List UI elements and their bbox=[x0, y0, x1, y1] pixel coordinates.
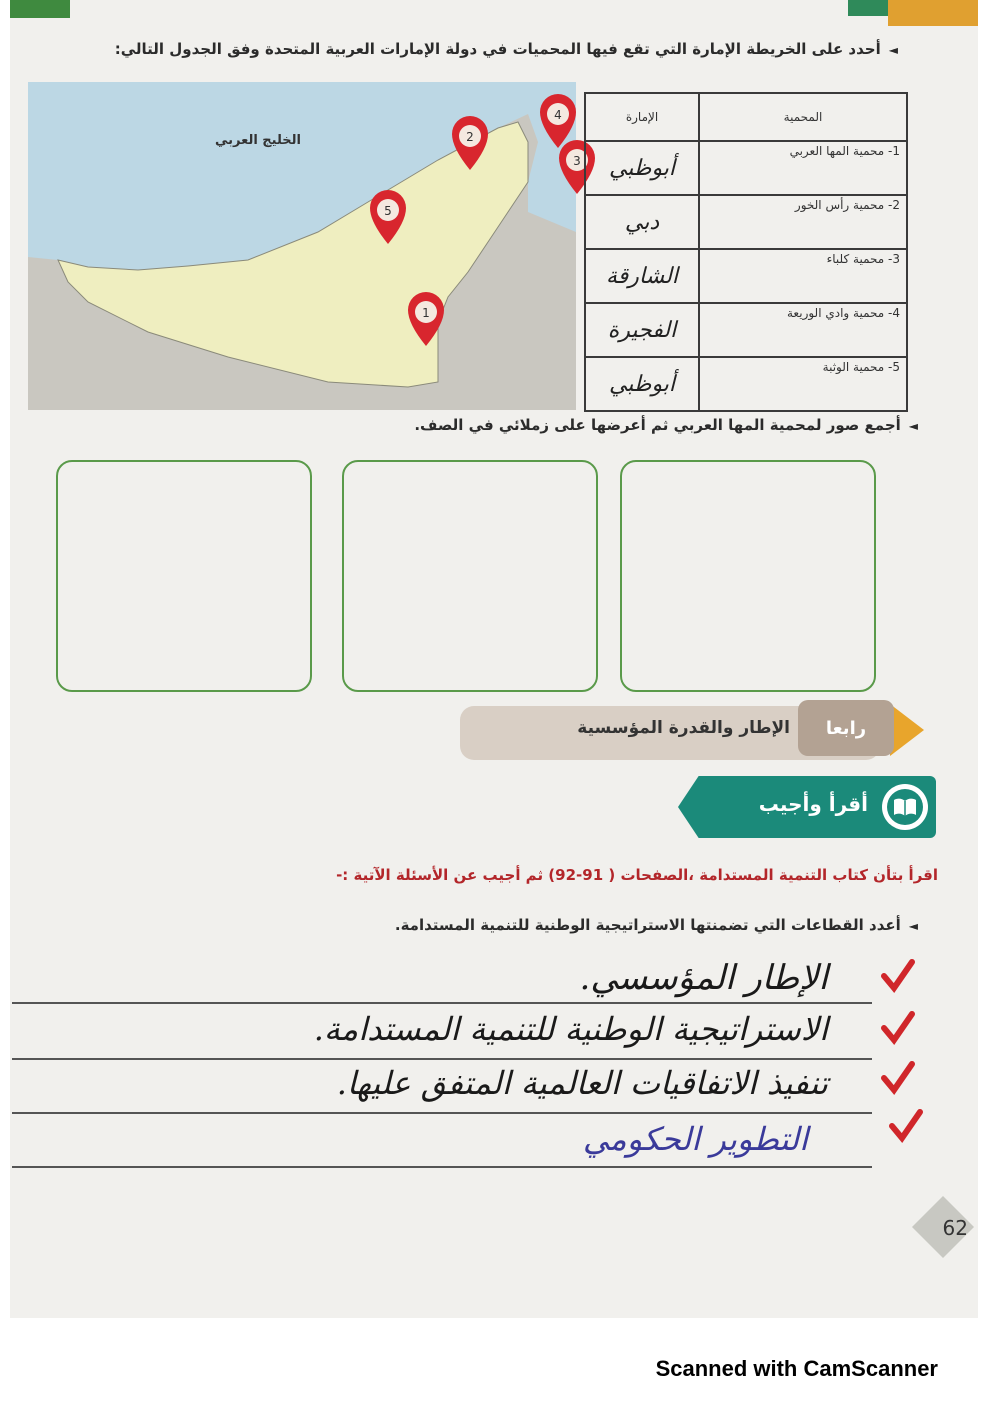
table-header-row bbox=[585, 93, 907, 141]
read-answer-label: أقرأ وأجيب bbox=[758, 792, 868, 816]
answer-1: الإطار المؤسسي. bbox=[579, 958, 828, 998]
check-icon bbox=[880, 1010, 916, 1046]
section-tag: رابعا bbox=[798, 700, 894, 756]
reading-instruction: اقرأ بتأن كتاب التنمية المستدامة ،الصفحات ( 91-92) ثم أجيب عن الأسئلة الآتية :- bbox=[336, 866, 938, 884]
table-row bbox=[585, 141, 907, 195]
emirate-cell: أبوظبي bbox=[585, 141, 699, 195]
table-row bbox=[585, 303, 907, 357]
bullet-icon: ◄ bbox=[908, 419, 918, 433]
question-2: ◄أجمع صور لمحمية المها العربي ثم أعرضها على زملائي في الصف. bbox=[414, 416, 918, 434]
corner-decoration bbox=[888, 0, 978, 26]
read-answer-banner bbox=[678, 776, 936, 838]
table-row bbox=[585, 249, 907, 303]
corner-decoration bbox=[848, 0, 888, 16]
photo-box bbox=[620, 460, 876, 692]
reserve-cell: 1- محمية المها العربي bbox=[699, 141, 907, 195]
table-row bbox=[585, 357, 907, 411]
answer-line bbox=[12, 1002, 872, 1004]
bullet-icon: ◄ bbox=[888, 43, 898, 57]
section-title: الإطار والقدرة المؤسسية bbox=[577, 718, 790, 738]
scanner-watermark: Scanned with CamScanner bbox=[655, 1356, 938, 1381]
marker-label: 5 bbox=[384, 204, 392, 218]
header-emirate: الإمارة bbox=[585, 93, 699, 141]
marker-label: 4 bbox=[554, 108, 562, 122]
check-icon bbox=[880, 958, 916, 994]
reserve-cell: 4- محمية وادي الوريعة bbox=[699, 303, 907, 357]
photo-box bbox=[342, 460, 598, 692]
header-reserve: المحمية bbox=[699, 93, 907, 141]
corner-decoration bbox=[10, 0, 70, 18]
photo-box bbox=[56, 460, 312, 692]
banner-arrow-icon bbox=[890, 704, 924, 756]
bullet-icon: ◄ bbox=[908, 919, 918, 933]
sea-label: الخليج العربي bbox=[214, 133, 302, 148]
answer-2: الاستراتيجية الوطنية للتنمية المستدامة. bbox=[313, 1010, 828, 1048]
reserve-cell: 5- محمية الوثبة bbox=[699, 357, 907, 411]
emirate-cell: الفجيرة bbox=[585, 303, 699, 357]
answer-line bbox=[12, 1166, 872, 1168]
open-book-icon bbox=[882, 784, 928, 830]
marker-label: 3 bbox=[573, 154, 581, 168]
workbook-page bbox=[10, 0, 978, 1318]
marker-label: 2 bbox=[466, 130, 474, 144]
question-3: ◄أعدد القطاعات التي تضمنتها الاستراتيجية الوطنية للتنمية المستدامة. bbox=[394, 916, 918, 934]
answer-3: تنفيذ الاتفاقيات العالمية المتفق عليها. bbox=[336, 1064, 828, 1102]
reserve-cell: 3- محمية كلباء bbox=[699, 249, 907, 303]
question-1: ◄أحدد على الخريطة الإمارة التي تقع فيها المحميات في دولة الإمارات العربية المتحدة وفق الجدول التالي: bbox=[114, 40, 898, 58]
marker-label: 1 bbox=[422, 306, 430, 320]
reserve-cell: 2- محمية رأس الخور bbox=[699, 195, 907, 249]
emirate-cell: أبوظبي bbox=[585, 357, 699, 411]
check-icon bbox=[880, 1060, 916, 1096]
page-number bbox=[912, 1196, 974, 1258]
reserves-table bbox=[584, 92, 908, 412]
page-number-label: 62 bbox=[942, 1216, 968, 1240]
table-row bbox=[585, 195, 907, 249]
emirate-cell: الشارقة bbox=[585, 249, 699, 303]
answer-line bbox=[12, 1112, 872, 1114]
check-icon bbox=[888, 1108, 924, 1144]
section-banner bbox=[460, 696, 930, 762]
uae-map bbox=[28, 82, 581, 410]
answer-4: التطوير الحكومي bbox=[582, 1120, 808, 1158]
answer-line bbox=[12, 1058, 872, 1060]
emirate-cell: دبي bbox=[585, 195, 699, 249]
